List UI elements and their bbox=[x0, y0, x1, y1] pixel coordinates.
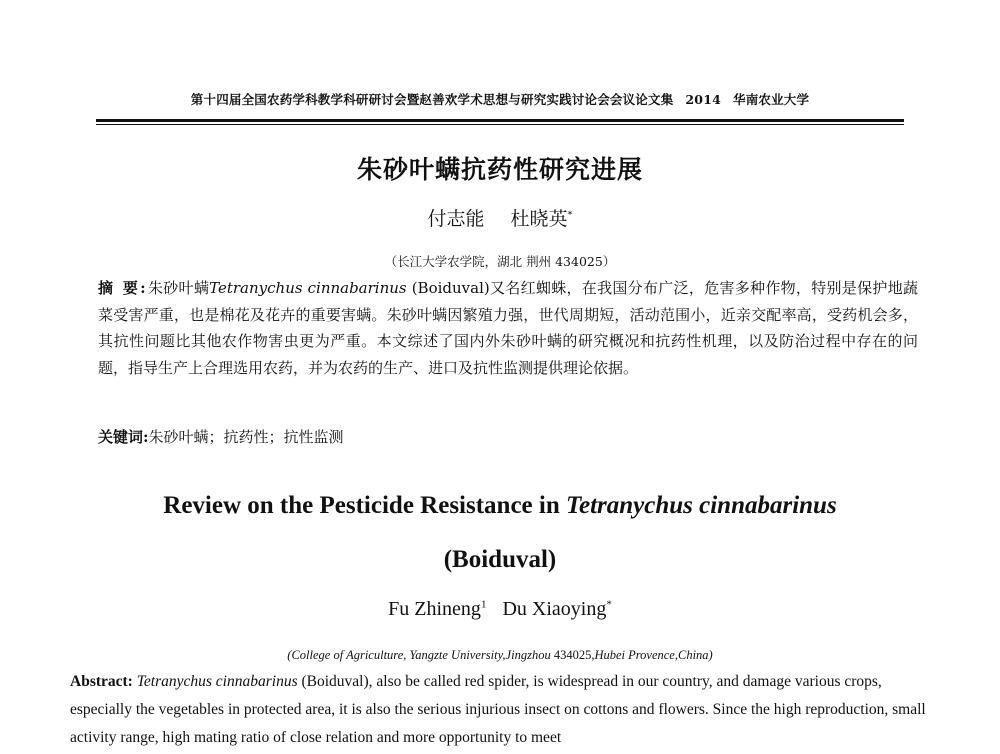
english-abstract-label: Abstract: bbox=[70, 673, 133, 690]
english-affiliation-code: 434025, bbox=[550, 648, 595, 662]
chinese-authors bbox=[96, 204, 904, 231]
english-corresponding-mark: * bbox=[606, 598, 612, 611]
chinese-abstract-species: Tetranychus cinnabarinus bbox=[209, 279, 407, 297]
header-institution: 华南农业大学 bbox=[733, 92, 810, 107]
conference-name: 第十四届全国农药学科教学科研研讨会暨赵善欢学术思想与研究实践讨论会会议论文集 bbox=[190, 92, 674, 107]
chinese-author-1: 付志能 bbox=[427, 208, 485, 230]
chinese-keywords-label: 关键词: bbox=[98, 428, 149, 446]
chinese-abstract-body: (Boiduval)又名红蜘蛛，在我国分布广泛，危害多种作物，特别是保护地蔬菜受害严重，也是棉花及花卉的重要害螨。朱砂叶螨因繁殖力强，世代周期短，活动范围小，近亲交配率高，受药机会多，其抗性问题比其他农作物害虫更为严重。本文综述了国内外朱砂叶螨的研究概况和抗药性机理，以及防治过程中存在的问题，指导生产上合理选用农药，并为农药的生产、进口及抗性监测提供理论依据。 bbox=[98, 279, 918, 377]
header-rule-thin bbox=[96, 124, 904, 125]
header-rule-thick bbox=[96, 119, 904, 122]
english-author-1: Fu Zhineng bbox=[388, 598, 481, 620]
english-title-part-2: (Boiduval) bbox=[443, 546, 557, 573]
chinese-keywords bbox=[98, 426, 906, 447]
english-title-part-1: Review on the Pesticide Resistance in bbox=[163, 492, 566, 519]
english-affiliation bbox=[96, 648, 904, 663]
english-authors bbox=[96, 598, 904, 621]
english-affiliation-part-1: (College of Agriculture, Yangzte University,Jingzhou bbox=[287, 648, 551, 662]
chinese-title: 朱砂叶螨抗药性研究进展 bbox=[356, 155, 643, 184]
header-year: 2014 bbox=[685, 92, 721, 107]
english-affiliation-part-2: Hubei Provence,China) bbox=[594, 648, 713, 662]
chinese-abstract-label: 摘 要: bbox=[98, 279, 148, 297]
english-title-species: Tetranychus cinnabarinus bbox=[566, 492, 837, 519]
author-1-affiliation-mark: 1 bbox=[480, 598, 487, 611]
corresponding-author-mark: * bbox=[567, 209, 573, 221]
english-abstract-species: Tetranychus cinnabarinus bbox=[136, 673, 298, 690]
english-author-2: Du Xiaoying bbox=[502, 598, 607, 620]
chinese-abstract-intro: 朱砂叶螨 bbox=[147, 279, 210, 297]
chinese-author-2: 杜晓英 bbox=[510, 208, 568, 230]
chinese-keywords-text: 朱砂叶螨；抗药性；抗性监测 bbox=[148, 428, 344, 446]
running-header bbox=[96, 90, 904, 108]
english-abstract bbox=[70, 668, 932, 752]
chinese-affiliation: （长江大学农学院，湖北 荆州 434025） bbox=[384, 254, 616, 269]
chinese-abstract bbox=[98, 275, 918, 381]
english-abstract-body: (Boiduval), also be called red spider, is widespread in our country, and damage various crops, especially the vegetables in protected area, it is also the serious injurious insect on cottons and flowers. Since the high reproduction, small activity range, high mating ratio of close relation and more opportunity to meet bbox=[70, 673, 926, 746]
english-title bbox=[60, 479, 940, 587]
